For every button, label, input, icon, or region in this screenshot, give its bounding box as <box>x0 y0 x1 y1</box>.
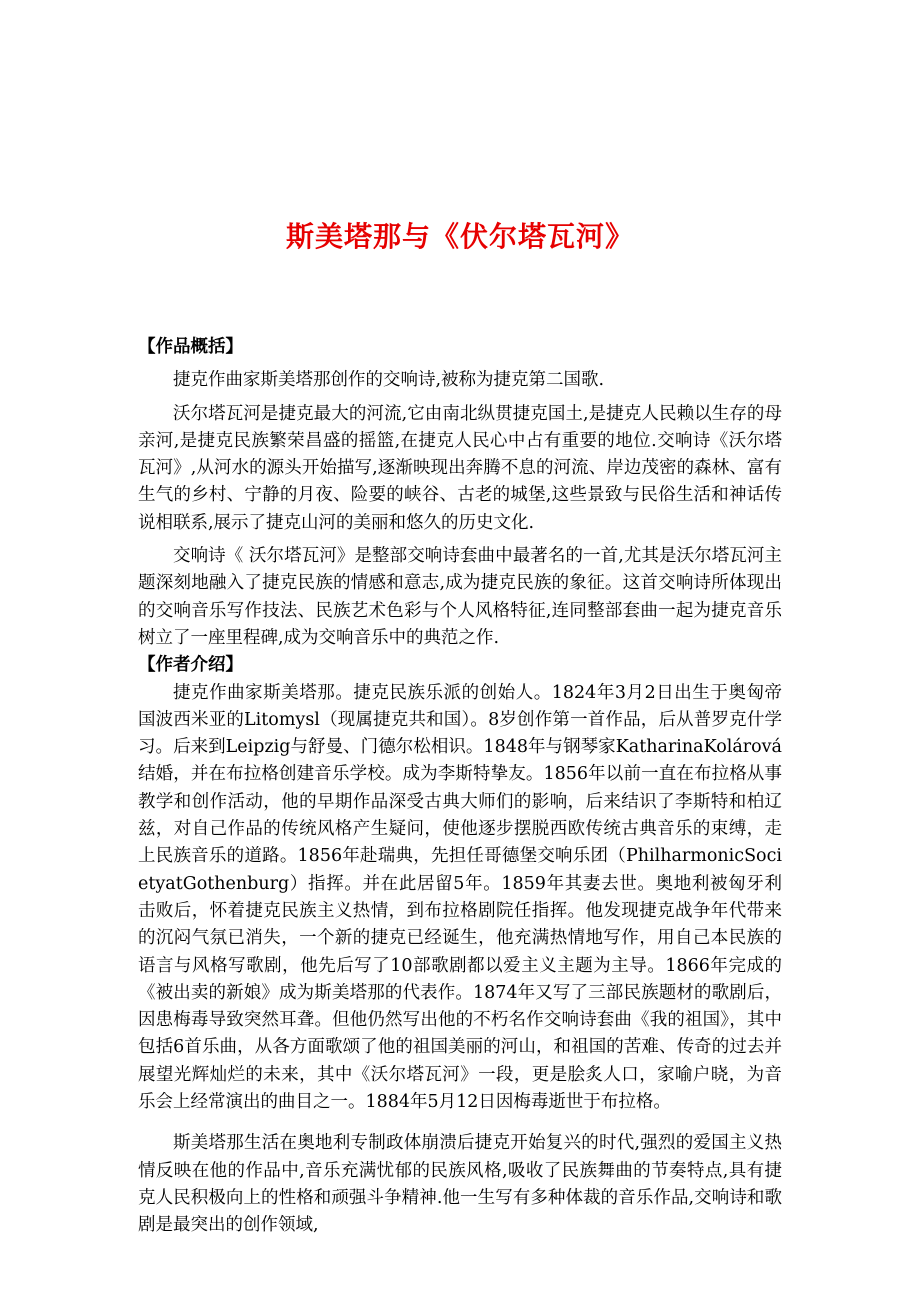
document-title: 斯美塔那与《伏尔塔瓦河》 <box>285 219 634 253</box>
summary-paragraph-2: 沃尔塔瓦河是捷克最大的河流,它由南北纵贯捷克国土,是捷克人民赖以生存的母亲河,是捷克民族繁荣昌盛的摇篮,在捷克人民心中占有重要的地位.交响诗《沃尔塔瓦河》,从河水的源头开始描写,逐渐映现出奔腾不息的河流、岸边茂密的森林、富有生气的乡村、宁静的月夜、险要的峡谷、古老的城堡,这些景致与民俗生活和神话传说相联系,展示了捷克山河的美丽和悠久的历史文化. <box>138 403 782 533</box>
summary-paragraph-3: 交响诗《 沃尔塔瓦河》是整部交响诗套曲中最著名的一首,尤其是沃尔塔瓦河主题深刻地融入了捷克民族的情感和意志,成为捷克民族的象征。这首交响诗所体现出的交响音乐写作技法、民族艺术色彩与个人风格特征,连同整部套曲一起为捷克音乐树立了一座里程碑,成为交响音乐中的典范之作. <box>138 546 782 648</box>
section-heading-summary: 【作品概括】 <box>138 337 243 357</box>
summary-paragraph-1: 捷克作曲家斯美塔那创作的交响诗,被称为捷克第二国歌. <box>173 370 605 391</box>
author-paragraph-2: 斯美塔那生活在奥地利专制政体崩溃后捷克开始复兴的时代,强烈的爱国主义热情反映在他的作品中,音乐充满忧郁的民族风格,吸收了民族舞曲的节奏特点,具有捷克人民积极向上的性格和顽强斗争精神.他一生写有多种体裁的音乐作品,交响诗和歌剧是最突出的创作领域, <box>138 1133 782 1236</box>
section-heading-author: 【作者介绍】 <box>138 655 243 676</box>
document-body <box>138 334 782 1240</box>
author-paragraph-1: 捷克作曲家斯美塔那。捷克民族乐派的创始人。1824年3月2日出生于奥匈帝国波西米亚的Litomysl（现属捷克共和国）。8岁创作第一首作品，后从普罗克什学习。后来到Leipzig与舒曼、门德尔松相识。1848年与钢琴家KatharinaKolárová结婚，并在布拉格创建音乐学校。成为李斯特挚友。1856年以前一直在布拉格从事教学和创作活动，他的早期作品深受古典大师们的影响，后来结识了李斯特和柏辽兹，对自己作品的传统风格产生疑问，使他逐步摆脱西欧传统古典音乐的束缚，走上民族音乐的道路。1856年赴瑞典，先担任哥德堡交响乐团（PhilharmonicSocietyatGothenburg）指挥。并在此居留5年。1859年其妻去世。奥地利被匈牙利击败后，怀着捷克民族主义热情，到布拉格剧院任指挥。他发现捷克战争年代带来的沉闷气氛已消失，一个新的捷克已经诞生，他充满热情地写作，用自己本民族的语言与风格写歌剧，他先后写了10部歌剧都以爱主义主题为主导。1866年完成的《被出卖的新娘》成为斯美塔那的代表作。1874年又写了三部民族题材的歌剧后，因患梅毒导致突然耳聋。但他仍然写出他的不朽名作交响诗套曲《我的祖国》，其中包括6首乐曲，从各方面歌颂了他的祖国美丽的河山，和祖国的苦难、传奇的过去并展望光辉灿烂的未来，其中《沃尔塔瓦河》一段，更是脍炙人口，家喻户晓，为音乐会上经常演出的曲目之一。1884年5月12日因梅毒逝世于布拉格。 <box>138 682 782 1113</box>
